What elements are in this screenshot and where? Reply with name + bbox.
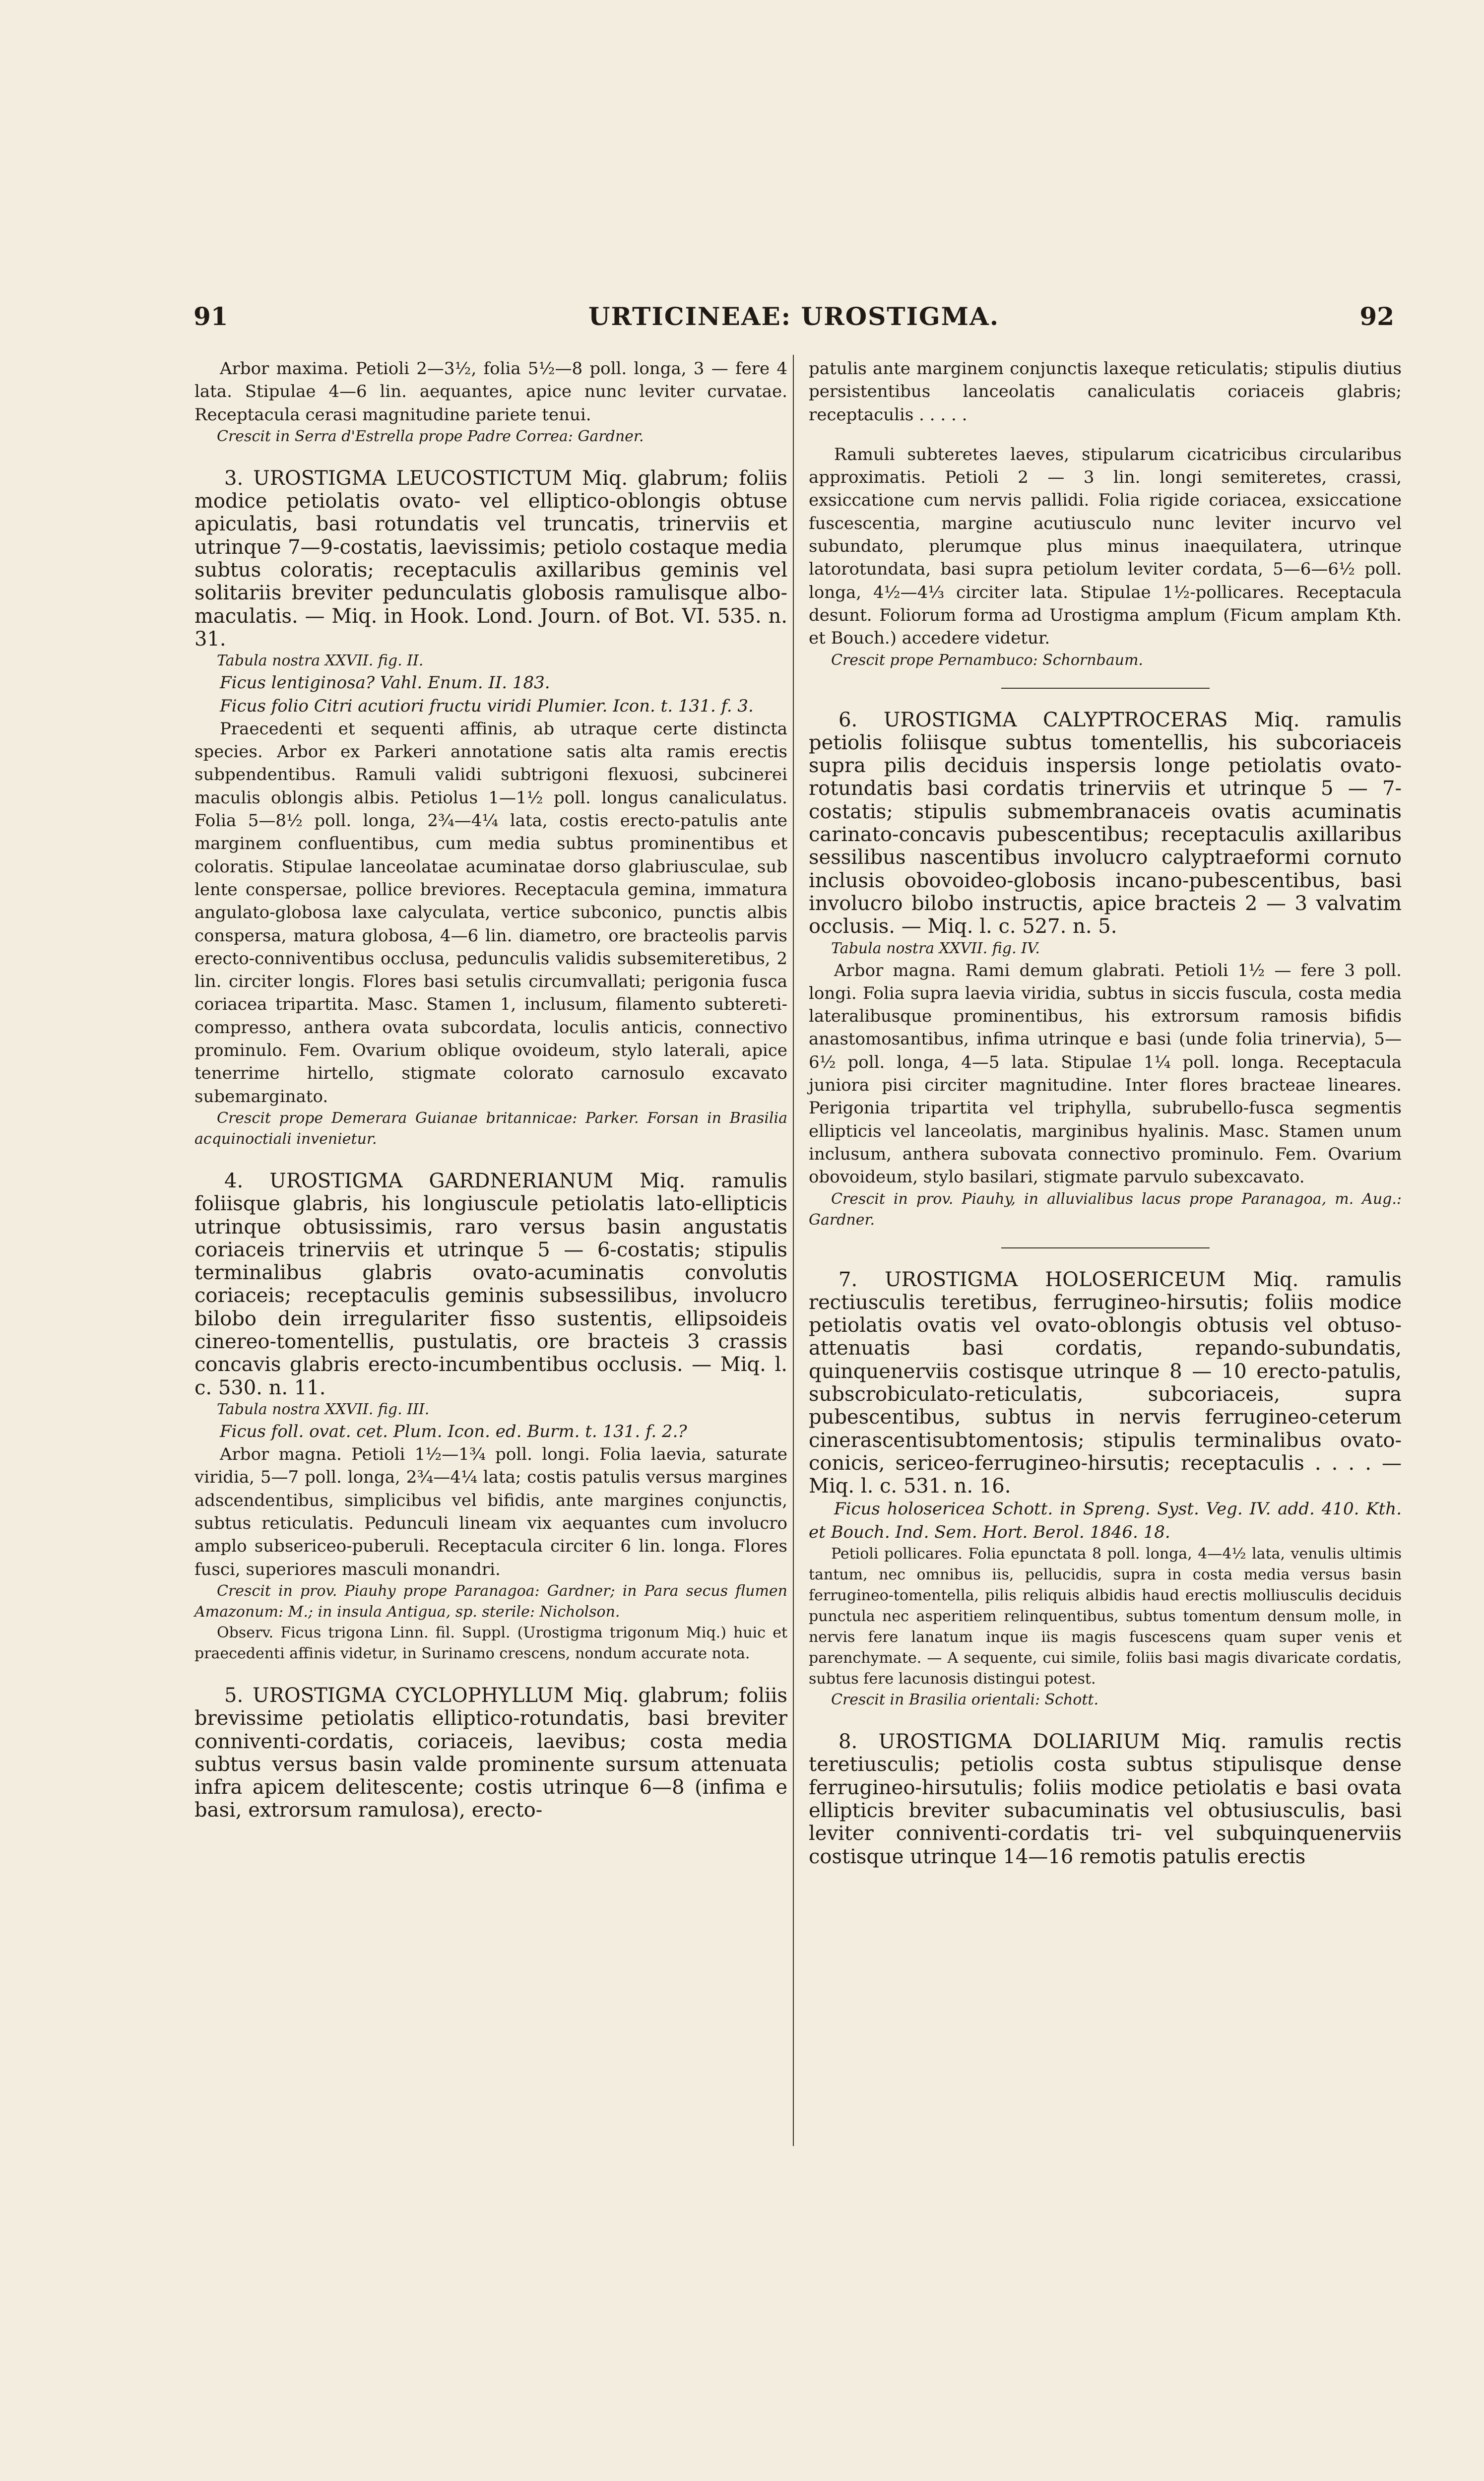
description: Ramuli subteretes laeves, stipularum cicatricibus circularibus approximatis. Petioli 2 — 3 lin. longi semiteretes, crassi, exsiccatione cum nervis pallidi. Folia rigide coriacea, exsiccatione fuscescentia, margine acutiusculo nunc leviter incurvo vel subundato, plerumque plus minus inaequilatera, utrinque latorotundata, basi supra petiolum leviter cordata, 5—6—6½ poll. longa, 4½—4⅓ circiter lata. Stipulae 1½-pollicares. Receptacula desunt. Foliorum forma ad Urostigma amplum (Ficum amplam Kth. et Bouch.) accedere videtur. xyxy=(809,444,1402,649)
synonym: Ficus lentiginosa? Vahl. Enum. II. 183. xyxy=(220,673,550,693)
locality: Crescit in Serra d'Estrella prope Padre Correa: Gardner. xyxy=(217,427,644,445)
left-page-number: 91 xyxy=(194,302,228,331)
species-heading: 5. UROSTIGMA CYCLOPHYLLUM Miq. glabrum; foliis brevissime petiolatis elliptico-rotundatis, basi breviter conniventi-cordatis, coriaceis, laevibus; costa media subtus versus basin valde prominente sursum attenuata infra apicem delitescente; costis utrinque 6—8 (infima e basi, extrorsum ramulosa), erecto- xyxy=(194,1684,787,1822)
description: Praecedenti et sequenti affinis, ab utraque certe distincta species. Arbor ex Parkeri annotatione satis alta ramis erectis subpendentibus. Ramuli validi subtrigoni flexuosi, subcinerei maculis oblongis albis. Petiolus 1—1½ poll. longus canaliculatus. Folia 5—8½ poll. longa, 2¾—4¼ lata, costis erecto-patulis ante marginem confluentibus, cum media subtus prominentibus et coloratis. Stipulae lanceolatae acuminatae dorso glabriusculae, sub lente conspersae, pollice breviores. Receptacula gemina, immatura angulato-globosa laxe calyculata, vertice subconico, punctis albis conspersa, matura globosa, 4—6 lin. diametro, ore bracteolis parvis erecto-conniventibus occlusa, pedunculis validis subsemiteretibus, 2 lin. circiter longis. Flores basi setulis circumvallati; perigonia fusca coriacea tripartita. Masc. Stamen 1, inclusum, filamento subtereti-compresso, anthera ovata subcordata, loculis anticis, connectivo prominulo. Fem. Ovarium oblique ovoideum, stylo laterali, apice tenerrime hirtello, stigmate colorato carnosulo excavato subemarginato. xyxy=(194,718,787,1107)
locality: Crescit in prov. Piauhy, in alluvialibus lacus prope Paranagoa, m. Aug.: Gardner. xyxy=(809,1190,1402,1229)
plate-reference: Tabula nostra XXVII. fig. II. xyxy=(217,652,424,670)
running-title: URTICINEAE: UROSTIGMA. xyxy=(588,302,1000,331)
right-column xyxy=(809,357,1402,1868)
species-heading: 3. UROSTIGMA LEUCOSTICTUM Miq. glabrum; foliis modice petiolatis ovato- vel elliptico-oblongis obtuse apiculatis, basi rotundatis vel truncatis, trinerviis et utrinque 7—9-costatis, laevissimis; petiolo costaque media subtus coloratis; receptaculis axillaribus geminis vel solitariis breviter pedunculatis globosis ramulisque albo-maculatis. — Miq. in Hook. Lond. Journ. of Bot. VI. 535. n. 31. xyxy=(194,466,787,651)
plate-reference: Tabula nostra XXVII. fig. IV. xyxy=(831,939,1040,957)
description: Petioli pollicares. Folia epunctata 8 poll. longa, 4—4½ lata, venulis ultimis tantum, nec omnibus iis, pellucidis, supra in costa media versus basin ferrugineo-tomentella, pilis reliquis albidis haud erectis molliusculis deciduis punctula nec asperitiem relinquentibus, subtus tomentum densum molle, in nervis fere lanatum inque iis magis fuscescens quam super venis et parenchymate. — A sequente, cui simile, foliis basi magis divaricate cordatis, subtus fere lacunosis distingui potest. xyxy=(809,1545,1402,1688)
locality: Crescit in Brasilia orientali: Schott. xyxy=(831,1691,1098,1709)
synonym: Ficus holosericea Schott. in Spreng. Syst. Veg. IV. add. 410. Kth. et Bouch. Ind. Sem. Hort. Berol. 1846. 18. xyxy=(809,1499,1402,1542)
description: Arbor magna. Petioli 1½—1¾ poll. longi. Folia laevia, saturate viridia, 5—7 poll. longa, 2¾—4¼ lata; costis patulis versus margines adscendentibus, simplicibus vel bifidis, ante margines conjunctis, subtus reticulatis. Pedunculi lineam vix aequantes cum involucro amplo subsericeo-puberuli. Receptacula circiter 6 lin. longa. Flores fusci, superiores masculi monandri. xyxy=(194,1444,787,1579)
column-divider xyxy=(793,355,794,2146)
locality: Crescit in prov. Piauhy prope Paranagoa: Gardner; in Para secus flumen Amazonum: M.; in insula Antigua, sp. sterile: Nicholson. xyxy=(194,1582,787,1621)
synonym: Ficus foll. ovat. cet. Plum. Icon. ed. Burm. t. 131. f. 2.? xyxy=(220,1421,687,1441)
spacer xyxy=(809,426,1402,443)
section-rule xyxy=(1001,1247,1210,1248)
paragraph: patulis ante marginem conjunctis laxeque reticulatis; stipulis diutius persistentibus lanceolatis canaliculatis coriaceis glabris; receptaculis . . . . . xyxy=(809,359,1402,425)
observation-note: Observ. Ficus trigona Linn. fil. Suppl. (Urostigma trigonum Miq.) huic et praecedenti affinis videtur, in Surinamo crescens, nondum accurate nota. xyxy=(194,1624,787,1662)
section-rule xyxy=(1001,688,1210,689)
plate-reference: Tabula nostra XXVII. fig. III. xyxy=(217,1400,430,1418)
left-column xyxy=(194,357,787,1822)
species-heading: 4. UROSTIGMA GARDNERIANUM Miq. ramulis foliisque glabris, his longiuscule petiolatis lato-ellipticis utrinque obtusissimis, raro versus basin angustatis coriaceis trinerviis et utrinque 5 — 6-costatis; stipulis terminalibus glabris ovato-acuminatis convolutis coriaceis; receptaculis geminis subsessilibus, involucro bilobo dein irregulariter fisso sustentis, ellipsoideis cinereo-tomentellis, pustulatis, ore bracteis 3 crassis concavis glabris erecto-incumbentibus occlusis. — Miq. l. c. 530. n. 11. xyxy=(194,1169,787,1399)
paragraph: Arbor maxima. Petioli 2—3½, folia 5½—8 poll. longa, 3 — fere 4 lata. Stipulae 4—6 lin. aequantes, apice nunc leviter curvatae. Receptacula cerasi magnitudine pariete tenui. xyxy=(194,359,787,425)
species-heading: 8. UROSTIGMA DOLIARIUM Miq. ramulis rectis teretiusculis; petiolis costa subtus stipulisque dense ferrugineo-hirsutulis; foliis modice petiolatis e basi ovata ellipticis breviter subacuminatis vel obtusiusculis, basi leviter conniventi-cordatis tri- vel subquinquenerviis costisque utrinque 14—16 remotis patulis erectis xyxy=(809,1730,1402,1868)
species-heading: 7. UROSTIGMA HOLOSERICEUM Miq. ramulis rectiusculis teretibus, ferrugineo-hirsutis; foliis modice petiolatis ovatis vel ovato-oblongis obtusis vel obtuso-attenuatis basi cordatis, repando-subundatis, quinquenerviis costisque utrinque 8 — 10 erecto-patulis, subscrobiculato-reticulatis, subcoriaceis, supra pubescentibus, subtus in nervis ferrugineo-ceterum cinerascentisubtomentosis; stipulis terminalibus ovato-conicis, sericeo-ferrugineo-hirsutis; receptaculis . . . . — Miq. l. c. 531. n. 16. xyxy=(809,1268,1402,1498)
locality: Crescit prope Demerara Guianae britannicae: Parker. Forsan in Brasilia acquinoctiali invenietur. xyxy=(194,1109,787,1148)
species-heading: 6. UROSTIGMA CALYPTROCERAS Miq. ramulis petiolis foliisque subtus tomentellis, his subcoriaceis supra pilis deciduis inspersis longe petiolatis ovato-rotundatis basi cordatis trinerviis et utrinque 5 — 7-costatis; stipulis submembranaceis ovatis acuminatis carinato-concavis pubescentibus; receptaculis axillaribus sessilibus nascentibus involucro calyptraeformi cornuto inclusis obovoideo-globosis incano-pubescentibus, basi involucro bilobo instructis, apice bracteis 2 — 3 valvatim occlusis. — Miq. l. c. 527. n. 5. xyxy=(809,708,1402,938)
locality: Crescit prope Pernambuco: Schornbaum. xyxy=(831,651,1143,669)
synonym: Ficus folio Citri acutiori fructu viridi Plumier. Icon. t. 131. f. 3. xyxy=(220,696,754,716)
running-header xyxy=(194,302,1394,336)
description: Arbor magna. Rami demum glabrati. Petioli 1½ — fere 3 poll. longi. Folia supra laevia viridia, subtus in siccis fuscula, costa media lateralibusque prominentibus, his extrorsum ramosis bifidis anastomosantibus, infima utrinque e basi (unde folia trinervia), 5—6½ poll. longa, 4—5 lata. Stipulae 1¼ poll. longa. Receptacula juniora pisi circiter magnitudine. Inter flores bracteae lineares. Perigonia tripartita vel triphylla, subrubello-fusca segmentis ellipticis vel lanceolatis, marginibus hyalinis. Masc. Stamen unum inclusum, anthera subovata connectivo prominulo. Fem. Ovarium obovoideum, stylo basilari, stigmate parvulo subexcavato. xyxy=(809,960,1402,1187)
right-page-number: 92 xyxy=(1359,302,1394,331)
